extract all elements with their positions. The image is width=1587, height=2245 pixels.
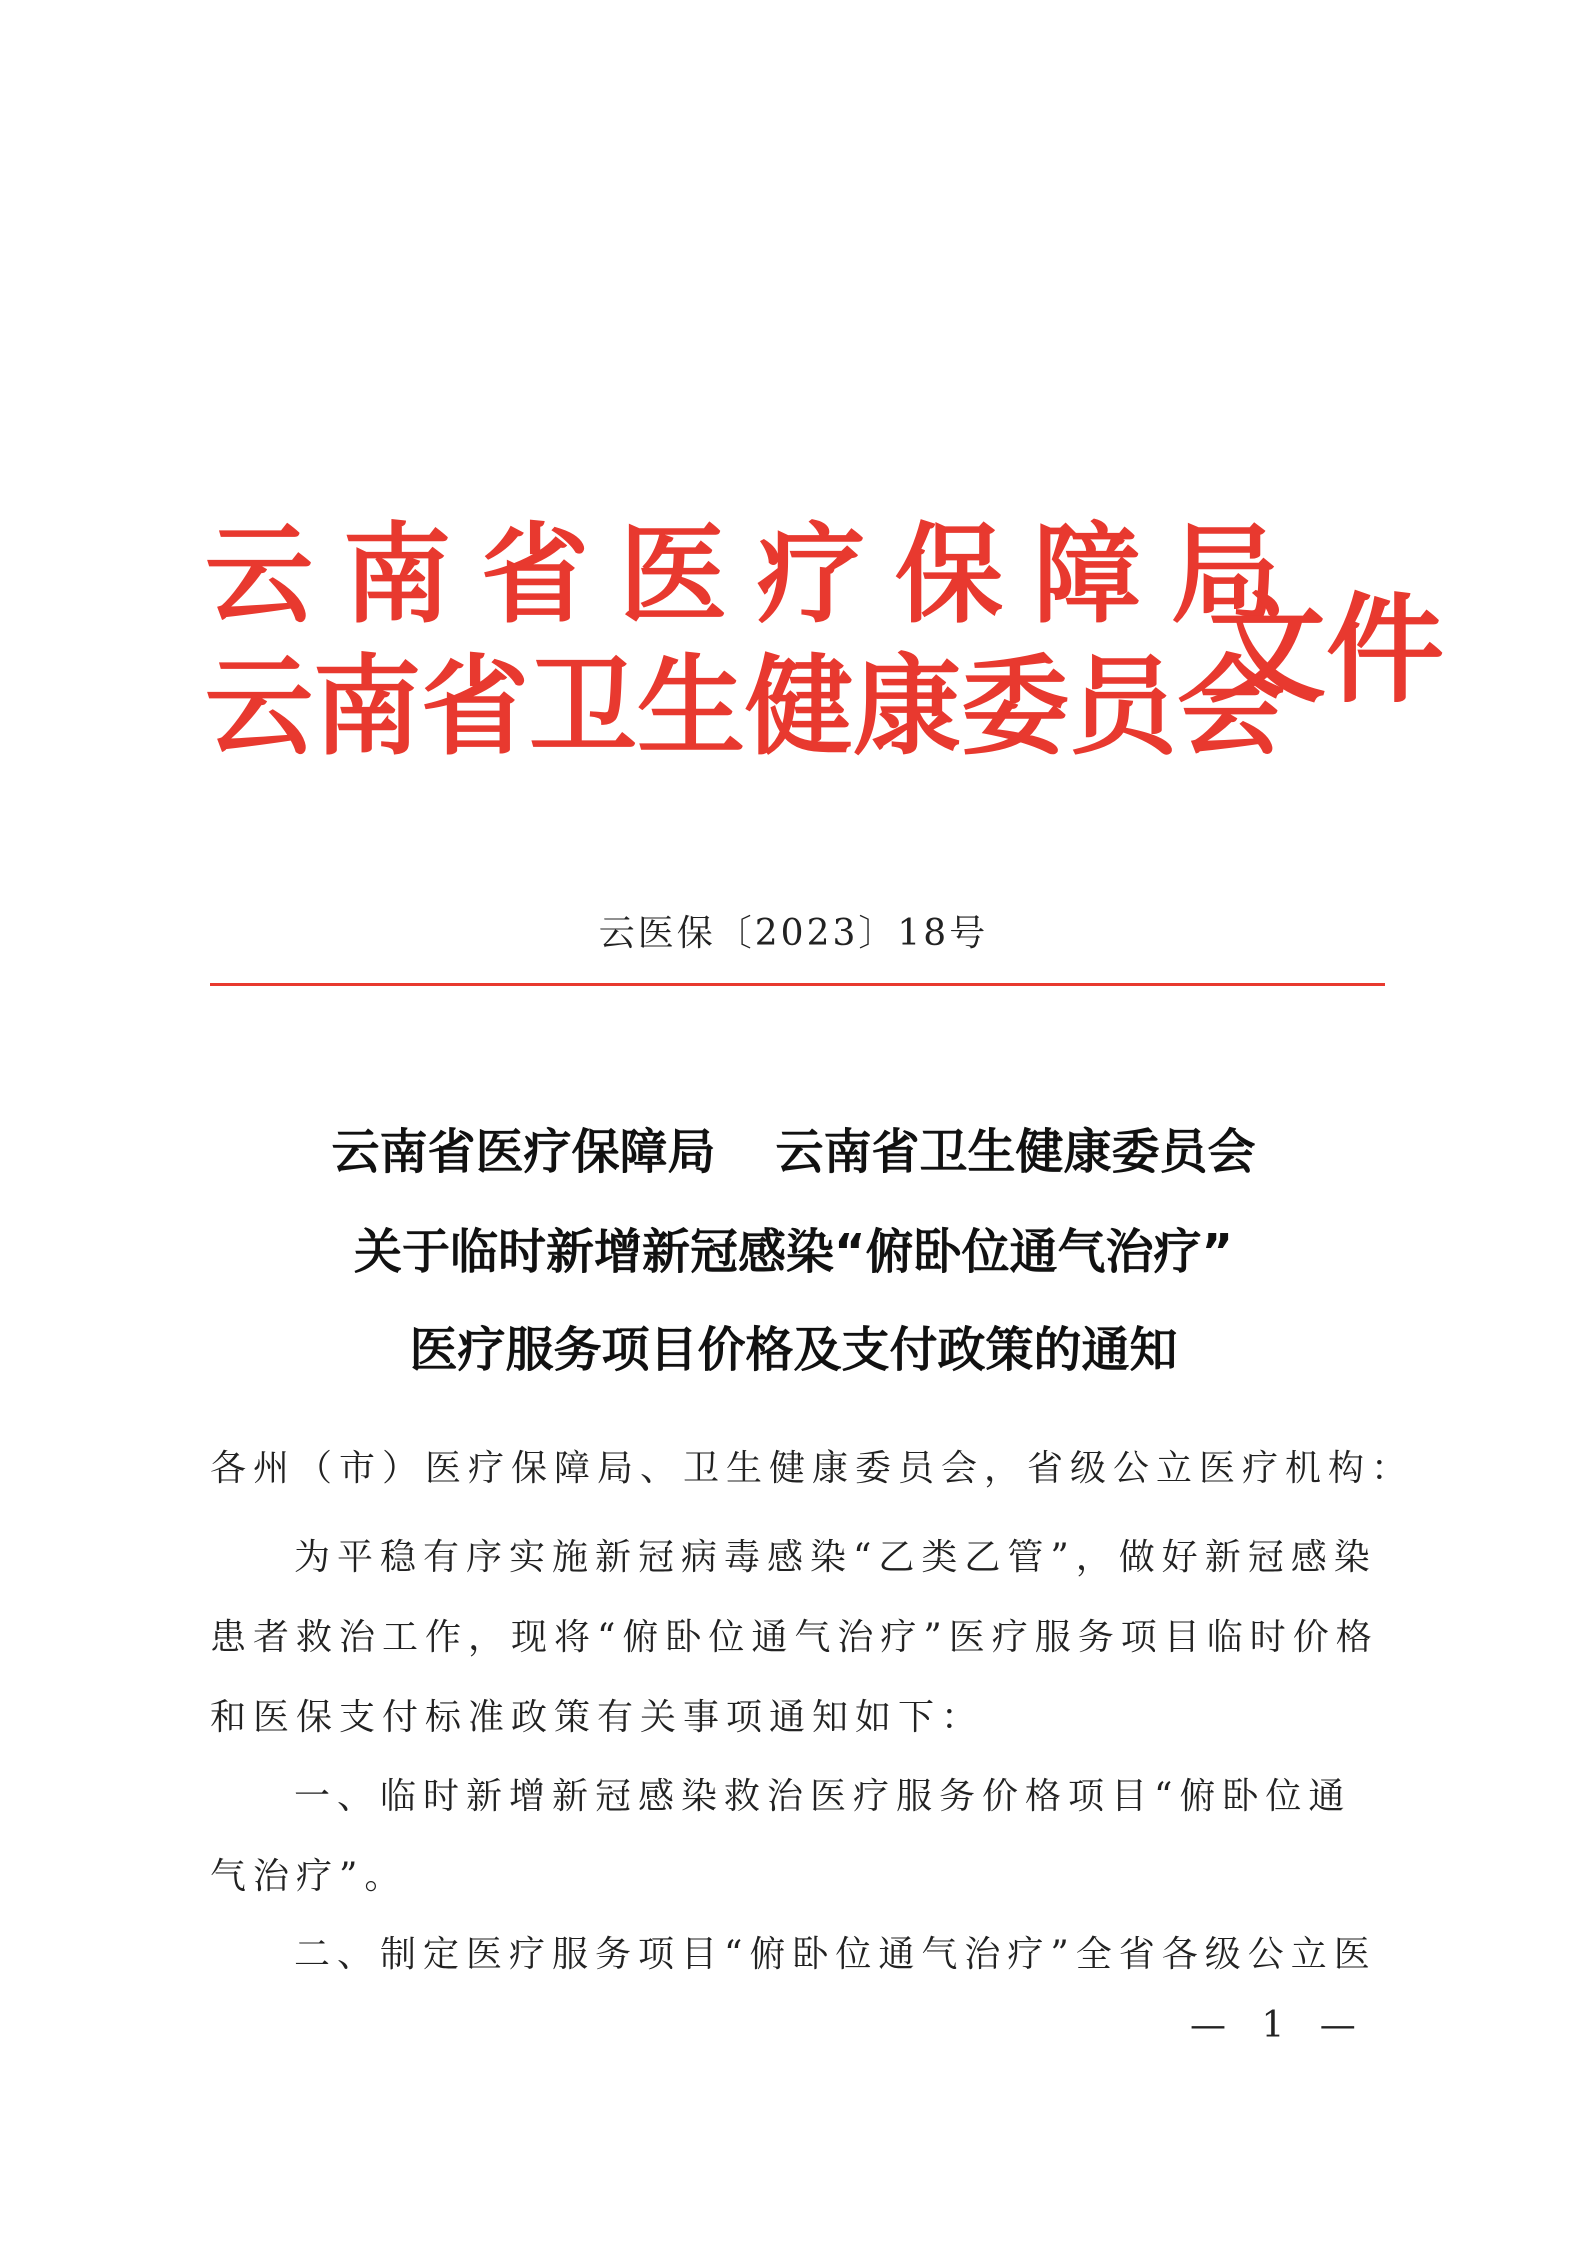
title-line-1 bbox=[0, 1122, 1587, 1182]
body-paragraph-3: 二、制定医疗服务项目“俯卧位通气治疗”全省各级公立医 bbox=[294, 1934, 1377, 1975]
page-number: — 1 — bbox=[1190, 2005, 1368, 2046]
red-divider bbox=[210, 983, 1385, 986]
salutation: 各州（市）医疗保障局、卫生健康委员会，省级公立医疗机构： bbox=[210, 1448, 1415, 1489]
body-paragraph-2: 一、临时新增新冠感染救治医疗服务价格项目“俯卧位通气治疗”。 bbox=[210, 1776, 1352, 1897]
letterhead-issuer-1: 云南省医疗保障局 bbox=[205, 512, 1310, 638]
title-line-2: 关于临时新增新冠感染“俯卧位通气治疗” bbox=[353, 1224, 1234, 1280]
document-number: 云医保〔2023〕18号 bbox=[598, 913, 989, 954]
body-paragraph-1: 为平稳有序实施新冠病毒感染“乙类乙管”，做好新冠感染患者救治工作，现将“俯卧位通气治疗”医疗服务项目临时价格和医保支付标准政策有关事项通知如下： bbox=[210, 1537, 1379, 1738]
title-issuer-2: 云南省卫生健康委员会 bbox=[775, 1124, 1256, 1180]
letterhead-suffix: 文件 bbox=[1208, 580, 1445, 719]
title-issuer-1: 云南省医疗保障局 bbox=[331, 1124, 716, 1180]
title-line-3: 医疗服务项目价格及支付政策的通知 bbox=[409, 1322, 1178, 1378]
letterhead-issuer-2: 云南省卫生健康委员会 bbox=[205, 644, 1286, 770]
